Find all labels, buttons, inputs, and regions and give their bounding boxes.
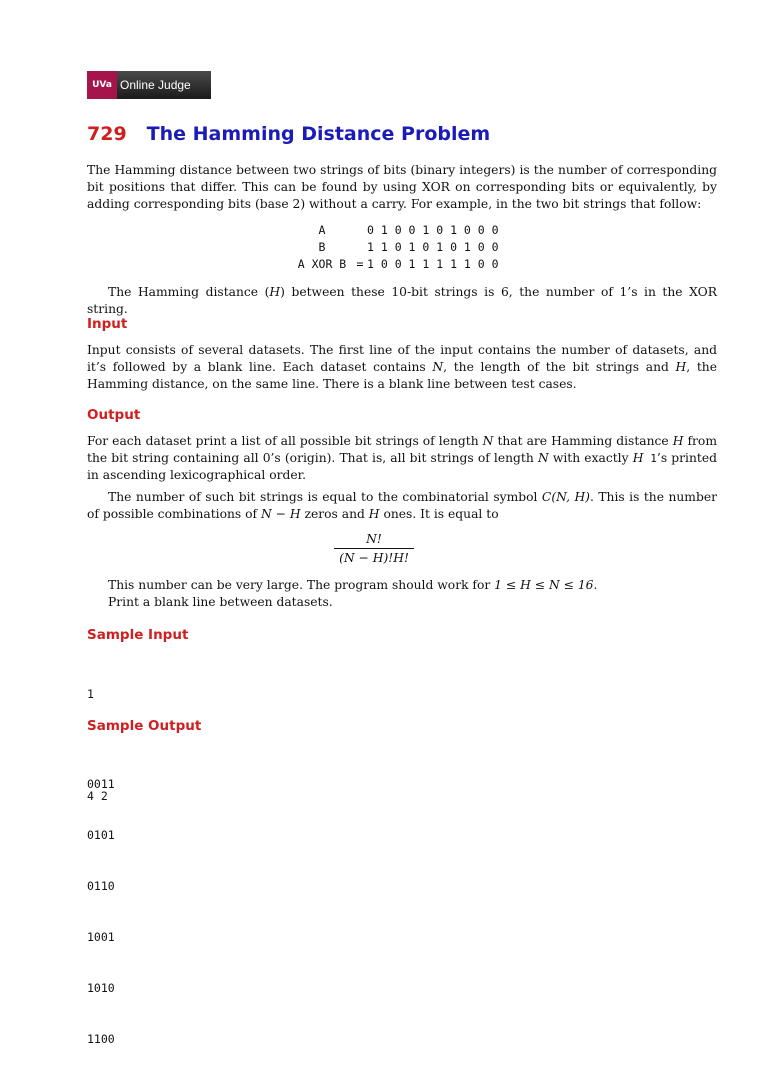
logo-text: Online Judge [117, 71, 211, 99]
row-sep [353, 239, 367, 256]
sample-output-line: 1100 [87, 1032, 115, 1046]
sample-output-line: 0101 [87, 828, 115, 842]
blank-line-paragraph: Print a blank line between datasets. [108, 595, 333, 609]
table-row [291, 256, 499, 273]
sample-output-line: 1001 [87, 930, 115, 944]
factorial-formula [334, 532, 414, 565]
row-bits: 1 0 0 1 1 1 1 1 0 0 [367, 257, 499, 271]
row-sep: = [356, 257, 364, 271]
uva-logo [87, 71, 211, 99]
limit-paragraph: This number can be very large. The program should work for 1 ≤ H ≤ N ≤ 16. [108, 578, 598, 592]
row-bits: 1 1 0 1 0 1 0 1 0 0 [367, 240, 499, 254]
row-bits: 0 1 0 0 1 0 1 0 0 0 [367, 223, 499, 237]
problem-title [87, 123, 490, 145]
logo-badge: UVa [87, 71, 117, 99]
row-label: B [318, 240, 326, 254]
table-row [291, 239, 499, 256]
sample-input-heading: Sample Input [87, 627, 189, 643]
row-sep [353, 222, 367, 239]
output-description: For each dataset print a list of all possible bit strings of length N that are Hamming distance H from the bit string containing all 0’s (origin). That is, all bit strings of length N with exactly H 1’s printed in ascending lexicographical order. [87, 434, 717, 482]
output-heading: Output [87, 407, 141, 423]
row-label: A XOR B [297, 257, 347, 271]
problem-number: 729 [87, 123, 127, 145]
row-label: A [318, 223, 326, 237]
sample-output-line: 0011 [87, 777, 115, 791]
sample-input-line: 4 2 [87, 789, 108, 803]
xor-example-table [291, 222, 499, 273]
input-heading: Input [87, 316, 128, 332]
table-row [291, 222, 499, 239]
hamming-summary: The Hamming distance (H) between these 10-bit strings is 6, the number of 1’s in the XOR string. [87, 285, 717, 316]
problem-name: The Hamming Distance Problem [146, 123, 491, 145]
combinations-paragraph: The number of such bit strings is equal to the combinatorial symbol C(N, H). This is the number of possible combinations of N − H zeros and H ones. It is equal to [87, 490, 717, 521]
intro-paragraph: The Hamming distance between two strings of bits (binary integers) is the number of corresponding bit positions that differ. This can be found by using XOR on corresponding bits or equivalently, by adding corresponding bits (base 2) without a carry. For example, in the two bit strings that follow: [87, 163, 717, 211]
sample-output-line: 1010 [87, 981, 115, 995]
input-description: Input consists of several datasets. The first line of the input contains the number of datasets, and it’s followed by a blank line. Each dataset contains N, the length of the bit strings and H, the Hamming distance, on the same line. There is a blank line between test cases. [87, 343, 717, 391]
fraction-numerator: N! [334, 532, 414, 549]
sample-output-heading: Sample Output [87, 718, 202, 734]
sample-output-line: 0110 [87, 879, 115, 893]
fraction-denominator: (N − H)!H! [339, 551, 409, 565]
sample-input-line: 1 [87, 687, 94, 701]
sample-output-block [87, 742, 115, 1065]
